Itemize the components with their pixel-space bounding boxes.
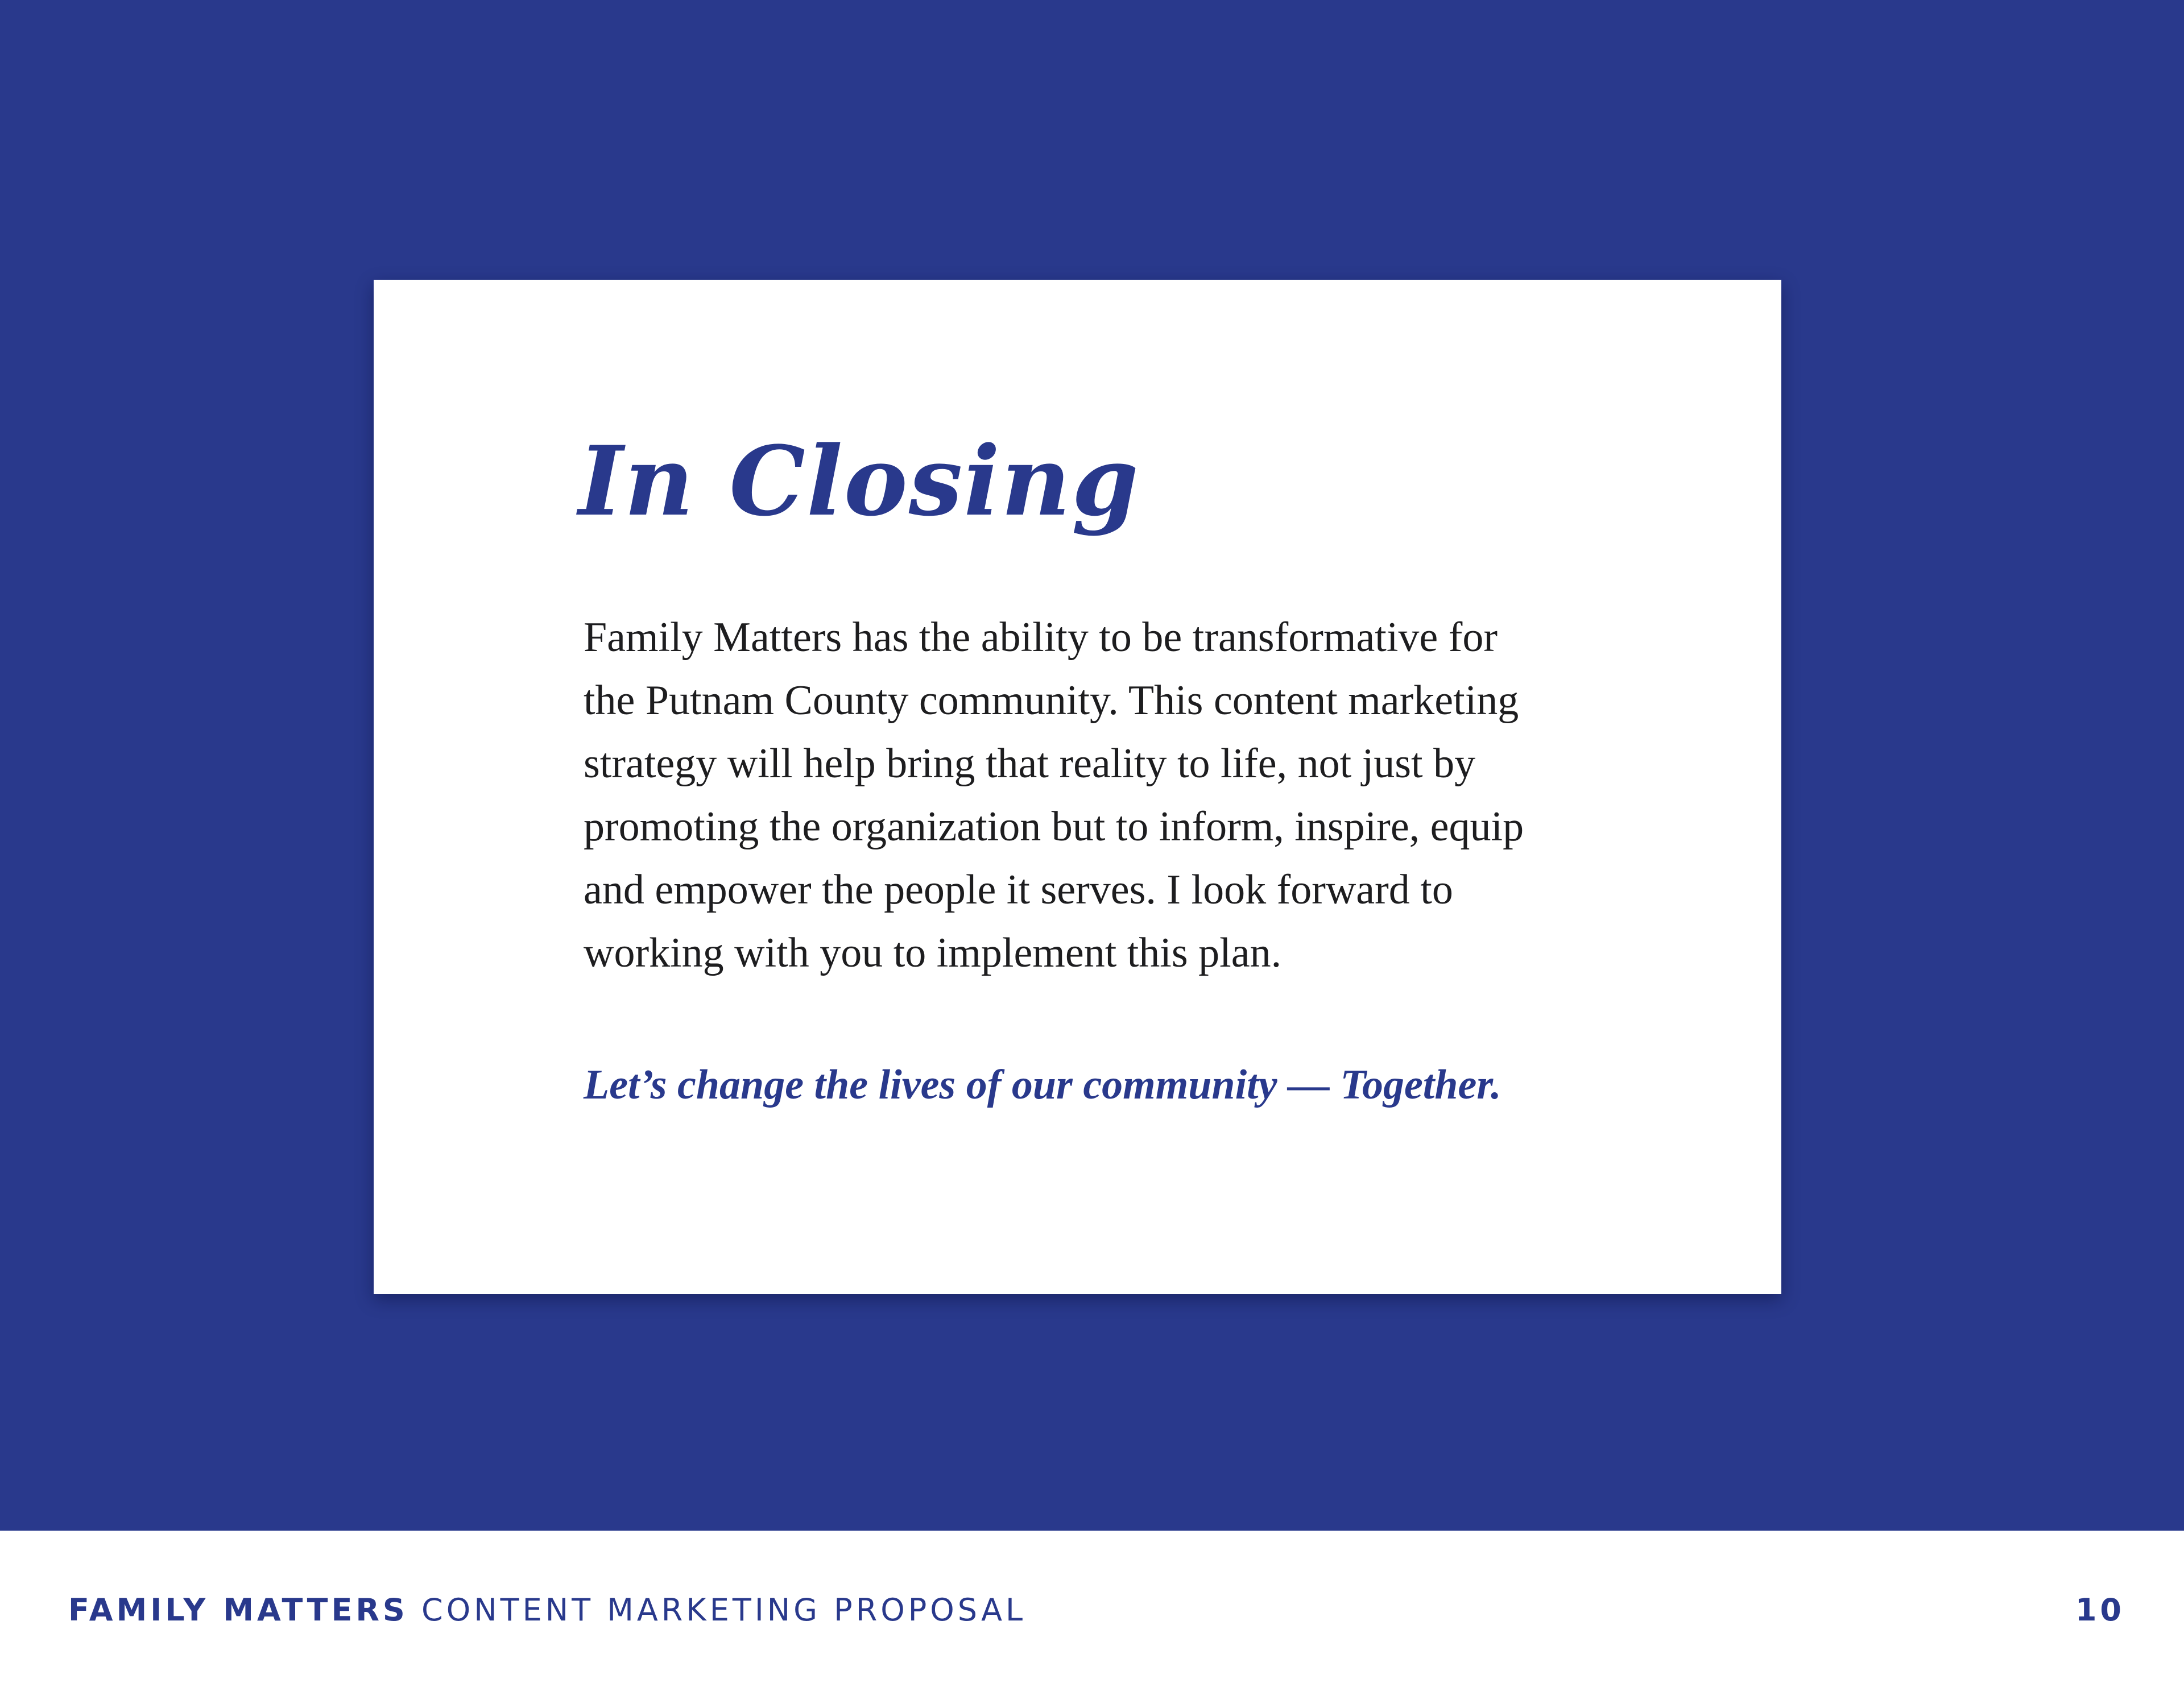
page-title: In Closing: [578, 425, 1140, 537]
footer-title: [68, 1592, 1027, 1628]
paragraph-line: Family Matters has the ability to be transformative for: [584, 614, 1498, 661]
paragraph-line: and empower the people it serves. I look forward to: [584, 867, 1453, 913]
paragraph-line: working with you to implement this plan.: [584, 930, 1282, 976]
closing-card: [374, 280, 1781, 1294]
page-number: 10: [2075, 1592, 2125, 1628]
page-footer: [0, 1531, 2184, 1687]
footer-subtitle: CONTENT MARKETING PROPOSAL: [421, 1592, 1027, 1628]
paragraph-line: strategy will help bring that reality to life, not just by: [584, 740, 1476, 787]
footer-brand: FAMILY MATTERS: [68, 1592, 408, 1628]
closing-paragraph: [584, 606, 1664, 985]
closing-tagline: Let’s change the lives of our community — Together.: [584, 1062, 1502, 1108]
paragraph-line: the Putnam County community. This content marketing: [584, 677, 1519, 724]
paragraph-line: promoting the organization but to inform, inspire, equip: [584, 803, 1524, 850]
